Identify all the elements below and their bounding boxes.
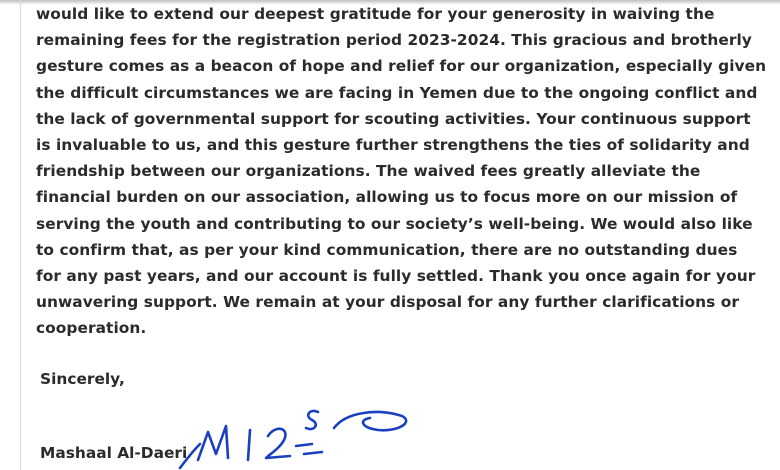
body-line: remaining fees for the registration period 2023-2024. This gracious and brotherly xyxy=(36,31,752,50)
handwritten-signature xyxy=(178,402,418,470)
body-line: for any past years, and our account is fully settled. Thank you once again for your xyxy=(36,267,756,286)
body-line: is invaluable to us, and this gesture further strengthens the ties of solidarity and xyxy=(36,136,750,155)
signature-stroke xyxy=(180,444,200,468)
body-line: the lack of governmental support for scouting activities. Your continuous support xyxy=(36,109,751,128)
signature-stroke xyxy=(266,429,290,458)
closing-salutation: Sincerely, xyxy=(40,370,125,388)
signer-name: Mashaal Al-Daeri xyxy=(40,444,188,462)
signature-stroke xyxy=(296,444,312,446)
body-line: financial burden on our association, allowing us to focus more on our mission of xyxy=(36,188,738,207)
body-line: the difficult circumstances we are facing in Yemen due to the ongoing conflict and xyxy=(36,83,758,102)
body-line: unwavering support. We remain at your disposal for any further clarifications or xyxy=(36,293,740,312)
body-line: would like to extend our deepest gratitude for your generosity in waiving the xyxy=(36,5,715,23)
body-line: to confirm that, as per your kind communication, there are no outstanding dues xyxy=(36,240,738,259)
body-line: friendship between our organizations. The waived fees greatly alleviate the xyxy=(36,162,701,181)
signature-stroke xyxy=(198,426,228,460)
signature-stroke xyxy=(306,411,318,429)
body-line: cooperation. xyxy=(36,319,147,338)
signature-stroke xyxy=(334,412,406,430)
letter-body xyxy=(36,1,776,342)
signature-stroke xyxy=(304,452,322,454)
left-margin-rule xyxy=(20,0,21,470)
signature-stroke xyxy=(248,430,250,460)
body-line: serving the youth and contributing to our society’s well-being. We would also like xyxy=(36,214,753,233)
body-line: gesture comes as a beacon of hope and relief for our organization, especially given xyxy=(36,57,767,76)
